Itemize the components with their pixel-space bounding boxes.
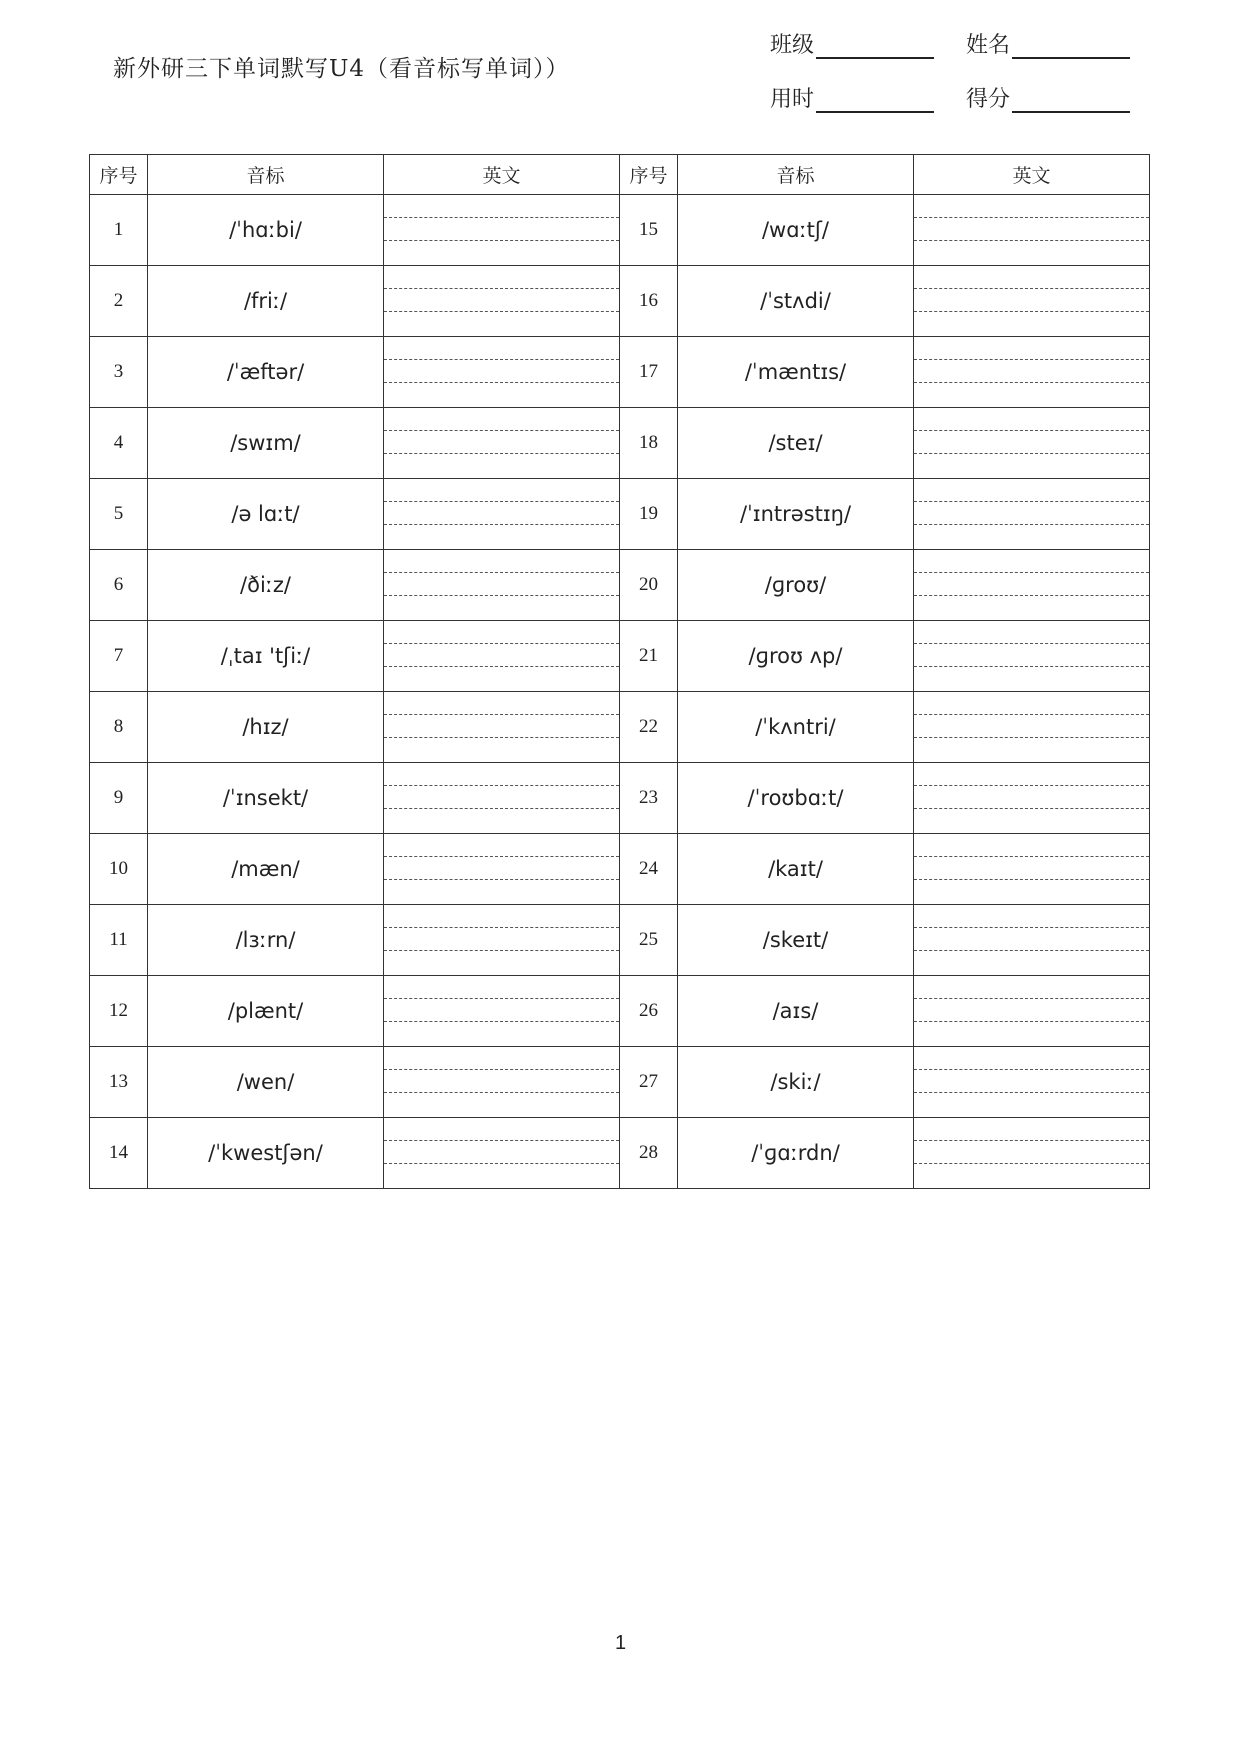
writing-guide-line: [384, 856, 619, 857]
table-header-row: [90, 155, 1150, 195]
writing-guide-line: [384, 311, 619, 312]
row-number: 12: [90, 976, 148, 1047]
phonetic-cell: /ˈhɑːbi/: [148, 195, 384, 266]
row-number: 6: [90, 550, 148, 621]
writing-guide-line: [384, 217, 619, 218]
table-row: [90, 692, 1150, 763]
writing-guide-line: [914, 240, 1149, 241]
phonetic-cell: /ˈɪnsekt/: [148, 763, 384, 834]
phonetic-cell: /kaɪt/: [678, 834, 914, 905]
score-label: 得分: [966, 87, 1011, 112]
writing-guide-line: [914, 666, 1149, 667]
phonetic-cell: /aɪs/: [678, 976, 914, 1047]
writing-guide-line: [384, 359, 619, 360]
english-answer-cell[interactable]: [914, 976, 1150, 1047]
writing-guide-line: [384, 382, 619, 383]
english-answer-cell[interactable]: [384, 550, 620, 621]
table-row: [90, 550, 1150, 621]
row-number: 28: [620, 1118, 678, 1189]
row-number: 8: [90, 692, 148, 763]
class-field[interactable]: [770, 28, 934, 59]
row-number: 16: [620, 266, 678, 337]
writing-guide-line: [384, 240, 619, 241]
phonetic-cell: /wɑːtʃ/: [678, 195, 914, 266]
phonetic-cell: /ˈroʊbɑːt/: [678, 763, 914, 834]
writing-guide-line: [914, 382, 1149, 383]
writing-guide-line: [384, 288, 619, 289]
writing-guide-line: [914, 808, 1149, 809]
row-number: 3: [90, 337, 148, 408]
table-row: [90, 834, 1150, 905]
writing-guide-line: [914, 927, 1149, 928]
phonetic-cell: /swɪm/: [148, 408, 384, 479]
writing-guide-line: [384, 453, 619, 454]
english-answer-cell[interactable]: [914, 266, 1150, 337]
phonetic-cell: /skeɪt/: [678, 905, 914, 976]
table-row: [90, 479, 1150, 550]
table-row: [90, 408, 1150, 479]
english-answer-cell[interactable]: [384, 692, 620, 763]
time-blank[interactable]: [816, 87, 934, 113]
row-number: 22: [620, 692, 678, 763]
phonetic-cell: /hɪz/: [148, 692, 384, 763]
row-number: 1: [90, 195, 148, 266]
phonetic-cell: /steɪ/: [678, 408, 914, 479]
row-number: 25: [620, 905, 678, 976]
writing-guide-line: [384, 666, 619, 667]
row-number: 11: [90, 905, 148, 976]
writing-guide-line: [914, 288, 1149, 289]
writing-guide-line: [384, 785, 619, 786]
table-row: [90, 195, 1150, 266]
row-number: 15: [620, 195, 678, 266]
english-answer-cell[interactable]: [914, 763, 1150, 834]
writing-guide-line: [914, 1021, 1149, 1022]
writing-guide-line: [914, 217, 1149, 218]
english-answer-cell[interactable]: [384, 337, 620, 408]
row-number: 24: [620, 834, 678, 905]
row-number: 10: [90, 834, 148, 905]
writing-guide-line: [914, 501, 1149, 502]
writing-guide-line: [914, 643, 1149, 644]
writing-guide-line: [384, 572, 619, 573]
row-number: 2: [90, 266, 148, 337]
writing-guide-line: [384, 714, 619, 715]
english-answer-cell[interactable]: [384, 479, 620, 550]
phonetic-cell: /ˈstʌdi/: [678, 266, 914, 337]
phonetic-cell: /ə lɑːt/: [148, 479, 384, 550]
writing-guide-line: [384, 501, 619, 502]
writing-guide-line: [914, 359, 1149, 360]
english-answer-cell[interactable]: [384, 763, 620, 834]
english-answer-cell[interactable]: [914, 337, 1150, 408]
header-english-left: 英文: [384, 155, 620, 195]
writing-guide-line: [914, 572, 1149, 573]
english-answer-cell[interactable]: [384, 905, 620, 976]
row-number: 17: [620, 337, 678, 408]
writing-guide-line: [914, 879, 1149, 880]
table-row: [90, 905, 1150, 976]
english-answer-cell[interactable]: [384, 408, 620, 479]
name-label: 姓名: [966, 33, 1011, 58]
phonetic-cell: /lɜːrn/: [148, 905, 384, 976]
writing-guide-line: [914, 1163, 1149, 1164]
writing-guide-line: [384, 1069, 619, 1070]
row-number: 27: [620, 1047, 678, 1118]
english-answer-cell[interactable]: [914, 550, 1150, 621]
row-number: 19: [620, 479, 678, 550]
writing-guide-line: [384, 998, 619, 999]
english-answer-cell[interactable]: [384, 976, 620, 1047]
english-answer-cell[interactable]: [384, 195, 620, 266]
english-answer-cell[interactable]: [384, 1118, 620, 1189]
phonetic-cell: /friː/: [148, 266, 384, 337]
writing-guide-line: [914, 714, 1149, 715]
english-answer-cell[interactable]: [914, 1047, 1150, 1118]
writing-guide-line: [384, 879, 619, 880]
writing-guide-line: [914, 950, 1149, 951]
phonetic-cell: /ðiːz/: [148, 550, 384, 621]
writing-guide-line: [384, 643, 619, 644]
phonetic-cell: /ˌtaɪ 'tʃiː/: [148, 621, 384, 692]
writing-guide-line: [914, 1140, 1149, 1141]
time-label: 用时: [770, 87, 815, 112]
writing-guide-line: [384, 808, 619, 809]
writing-guide-line: [384, 950, 619, 951]
name-blank[interactable]: [1012, 33, 1130, 59]
header-phonetic-right: 音标: [678, 155, 914, 195]
writing-guide-line: [914, 737, 1149, 738]
score-blank[interactable]: [1012, 87, 1130, 113]
row-number: 20: [620, 550, 678, 621]
writing-guide-line: [914, 998, 1149, 999]
header-english-right: 英文: [914, 155, 1150, 195]
phonetic-cell: /ˈæftər/: [148, 337, 384, 408]
english-answer-cell[interactable]: [914, 905, 1150, 976]
writing-guide-line: [914, 311, 1149, 312]
writing-guide-line: [914, 430, 1149, 431]
row-number: 23: [620, 763, 678, 834]
table-row: [90, 621, 1150, 692]
english-answer-cell[interactable]: [384, 1047, 620, 1118]
table-row: [90, 1047, 1150, 1118]
row-number: 7: [90, 621, 148, 692]
row-number: 21: [620, 621, 678, 692]
table-row: [90, 266, 1150, 337]
row-number: 5: [90, 479, 148, 550]
english-answer-cell[interactable]: [384, 621, 620, 692]
writing-guide-line: [384, 430, 619, 431]
phonetic-cell: /ˈɡɑːrdn/: [678, 1118, 914, 1189]
row-number: 13: [90, 1047, 148, 1118]
writing-guide-line: [384, 737, 619, 738]
phonetic-cell: /ˈmæntɪs/: [678, 337, 914, 408]
header-number-left: 序号: [90, 155, 148, 195]
row-number: 4: [90, 408, 148, 479]
english-answer-cell[interactable]: [914, 408, 1150, 479]
writing-guide-line: [384, 1163, 619, 1164]
writing-guide-line: [914, 785, 1149, 786]
page-number: 1: [614, 1632, 627, 1654]
table-row: [90, 763, 1150, 834]
writing-guide-line: [384, 524, 619, 525]
writing-guide-line: [384, 1021, 619, 1022]
phonetic-cell: /ɡroʊ/: [678, 550, 914, 621]
english-answer-cell[interactable]: [914, 1118, 1150, 1189]
class-blank[interactable]: [816, 33, 934, 59]
row-number: 14: [90, 1118, 148, 1189]
phonetic-cell: /ɡroʊ ʌp/: [678, 621, 914, 692]
writing-guide-line: [384, 1140, 619, 1141]
row-number: 9: [90, 763, 148, 834]
writing-guide-line: [384, 1092, 619, 1093]
class-label: 班级: [770, 33, 815, 58]
writing-guide-line: [914, 856, 1149, 857]
vocabulary-table: [89, 154, 1150, 1189]
row-number: 18: [620, 408, 678, 479]
english-answer-cell[interactable]: [914, 621, 1150, 692]
name-field[interactable]: [966, 28, 1130, 59]
phonetic-cell: /plænt/: [148, 976, 384, 1047]
phonetic-cell: /mæn/: [148, 834, 384, 905]
writing-guide-line: [914, 524, 1149, 525]
english-answer-cell[interactable]: [384, 834, 620, 905]
row-number: 26: [620, 976, 678, 1047]
header-number-right: 序号: [620, 155, 678, 195]
english-answer-cell[interactable]: [914, 834, 1150, 905]
score-field[interactable]: [966, 82, 1130, 113]
phonetic-cell: /ˈɪntrəstɪŋ/: [678, 479, 914, 550]
table-row: [90, 1118, 1150, 1189]
table-row: [90, 337, 1150, 408]
english-answer-cell[interactable]: [914, 195, 1150, 266]
student-info-fields: [770, 28, 1150, 118]
writing-guide-line: [384, 927, 619, 928]
header-phonetic-left: 音标: [148, 155, 384, 195]
phonetic-cell: /ˈkwestʃən/: [148, 1118, 384, 1189]
phonetic-cell: /ˈkʌntri/: [678, 692, 914, 763]
phonetic-cell: /skiː/: [678, 1047, 914, 1118]
time-field[interactable]: [770, 82, 934, 113]
english-answer-cell[interactable]: [914, 692, 1150, 763]
english-answer-cell[interactable]: [384, 266, 620, 337]
writing-guide-line: [914, 1069, 1149, 1070]
table-row: [90, 976, 1150, 1047]
english-answer-cell[interactable]: [914, 479, 1150, 550]
phonetic-cell: /wen/: [148, 1047, 384, 1118]
writing-guide-line: [914, 595, 1149, 596]
writing-guide-line: [914, 453, 1149, 454]
writing-guide-line: [914, 1092, 1149, 1093]
writing-guide-line: [384, 595, 619, 596]
worksheet-title: 新外研三下单词默写U4（看音标写单词））: [113, 56, 570, 82]
